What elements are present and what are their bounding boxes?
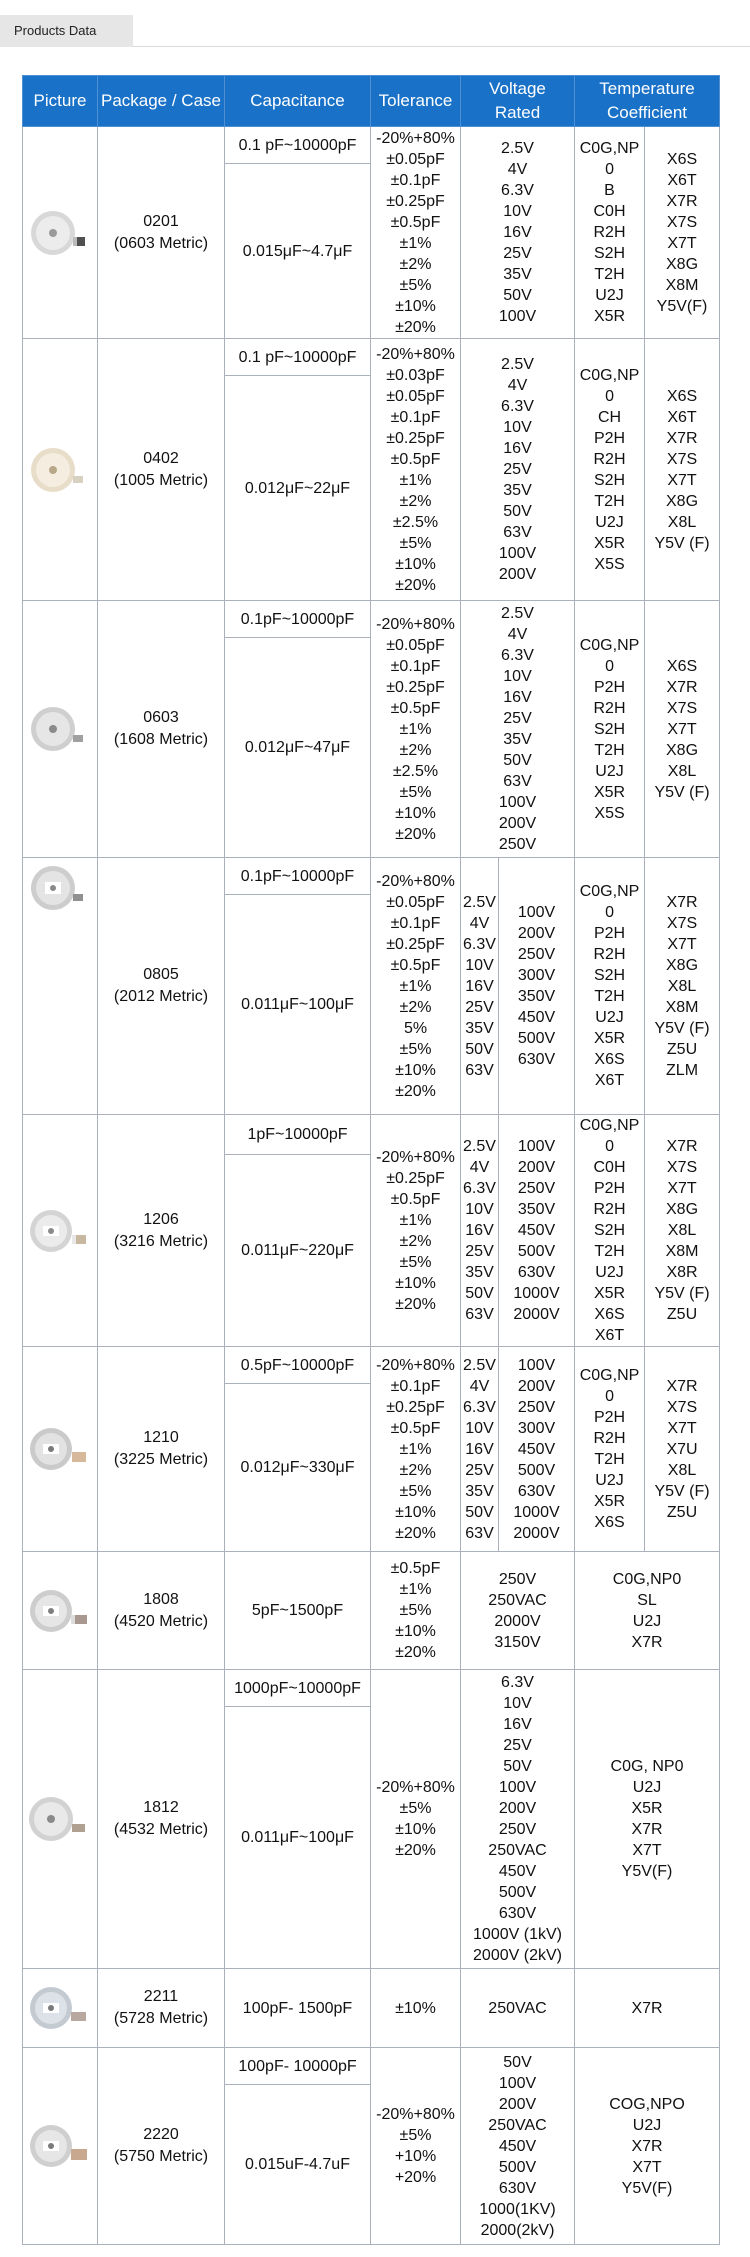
picture-cell — [23, 2048, 98, 2245]
tolerance-cell: -20%+80% ±0.03pF ±0.05pF ±0.1pF ±0.25pF ±0.5pF ±1% ±2% ±2.5% ±5% ±10% ±20% — [371, 339, 461, 601]
tolerance-cell: ±10% — [371, 1969, 461, 2048]
temperature-coefficient-cell: C0G,NP 0 CH P2H R2H S2H T2H U2J X5R X5S — [575, 339, 645, 601]
capacitance-range-cell: 100pF- 1500pF — [225, 1969, 371, 2048]
voltage-rated-cell: 2.5V 4V 6.3V 10V 16V 25V 35V 50V 63V — [461, 858, 499, 1115]
picture-cell — [23, 858, 98, 1115]
picture-cell — [23, 601, 98, 858]
temperature-coefficient-cell: C0G, NP0 U2J X5R X7R X7T Y5V(F) — [575, 1670, 720, 1969]
voltage-rated-cell: 100V 200V 250V 350V 450V 500V 630V 1000V 2000V — [499, 1115, 575, 1347]
package-case-cell: 0805 (2012 Metric) — [98, 858, 225, 1115]
capacitor-reel-image — [27, 862, 93, 914]
temperature-coefficient-cell: X7R X7S X7T X8G X8L X8M Y5V (F) Z5U ZLM — [645, 858, 720, 1115]
capacitance-range-low: 1pF~10000pF — [225, 1115, 371, 1155]
temperature-coefficient-cell: X7R — [575, 1969, 720, 2048]
header-capacitance: Capacitance — [225, 76, 371, 127]
temperature-coefficient-cell: C0G,NP 0 C0H P2H R2H S2H T2H U2J X5R X6S X6T — [575, 1115, 645, 1347]
temperature-coefficient-cell: X6S X7R X7S X7T X8G X8L Y5V (F) — [645, 601, 720, 858]
picture-cell — [23, 1670, 98, 1969]
package-case-cell: 1808 (4520 Metric) — [98, 1552, 225, 1670]
tolerance-cell: -20%+80% ±0.1pF ±0.25pF ±0.5pF ±1% ±2% ±5% ±10% ±20% — [371, 1347, 461, 1552]
capacitance-range-low: 1000pF~10000pF — [225, 1670, 371, 1707]
package-case-cell: 1812 (4532 Metric) — [98, 1670, 225, 1969]
voltage-rated-cell: 250VAC — [461, 1969, 575, 2048]
capacitor-reel-image — [27, 1982, 93, 2034]
voltage-rated-cell: 2.5V 4V 6.3V 10V 16V 25V 35V 50V 63V — [461, 1115, 499, 1347]
tolerance-cell: -20%+80% ±0.05pF ±0.1pF ±0.25pF ±0.5pF ±1% ±2% ±5% ±10% ±20% — [371, 127, 461, 339]
header-package: Package / Case — [98, 76, 225, 127]
temperature-coefficient-cell: X7R X7S X7T X8G X8L X8M X8R Y5V (F) Z5U — [645, 1115, 720, 1347]
table-row — [23, 858, 720, 895]
package-case-cell: 2220 (5750 Metric) — [98, 2048, 225, 2245]
capacitor-reel-image — [27, 1793, 93, 1845]
voltage-rated-cell: 50V 100V 200V 250VAC 450V 500V 630V 1000(1KV) 2000(2kV) — [461, 2048, 575, 2245]
tolerance-cell: -20%+80% ±5% ±10% ±20% — [371, 1670, 461, 1969]
picture-cell — [23, 1115, 98, 1347]
voltage-rated-cell: 2.5V 4V 6.3V 10V 16V 25V 35V 50V 100V — [461, 127, 575, 339]
capacitance-range-low: 0.1 pF~10000pF — [225, 127, 371, 164]
picture-cell — [23, 127, 98, 339]
tolerance-cell: -20%+80% ±0.05pF ±0.1pF ±0.25pF ±0.5pF ±1% ±2% 5% ±5% ±10% ±20% — [371, 858, 461, 1115]
capacitance-range-high: 0.015μF~4.7μF — [225, 164, 371, 339]
temperature-coefficient-cell: C0G,NP0 SL U2J X7R — [575, 1552, 720, 1670]
products-data-table — [22, 75, 720, 2245]
section-tab-bar — [0, 15, 750, 47]
picture-cell — [23, 1347, 98, 1552]
temperature-coefficient-cell: C0G,NP 0 P2H R2H S2H T2H U2J X5R X5S — [575, 601, 645, 858]
table-row — [23, 127, 720, 164]
capacitance-range-low: 0.1pF~10000pF — [225, 601, 371, 638]
capacitance-range-high: 0.011μF~100μF — [225, 1707, 371, 1969]
tolerance-cell: -20%+80% ±0.05pF ±0.1pF ±0.25pF ±0.5pF ±1% ±2% ±2.5% ±5% ±10% ±20% — [371, 601, 461, 858]
table-row — [23, 1670, 720, 1707]
table-row — [23, 1347, 720, 1384]
capacitor-reel-image — [27, 207, 93, 259]
capacitance-range-high: 0.015uF-4.7uF — [225, 2085, 371, 2245]
capacitance-range-high: 0.011μF~220μF — [225, 1154, 371, 1346]
picture-cell — [23, 1969, 98, 2048]
tolerance-cell: -20%+80% ±5% +10% +20% — [371, 2048, 461, 2245]
header-voltage-rated: Voltage Rated — [461, 76, 575, 127]
header-picture: Picture — [23, 76, 98, 127]
voltage-rated-cell: 100V 200V 250V 300V 350V 450V 500V 630V — [499, 858, 575, 1115]
package-case-cell: 1206 (3216 Metric) — [98, 1115, 225, 1347]
voltage-rated-cell: 6.3V 10V 16V 25V 50V 100V 200V 250V 250VAC 450V 500V 630V 1000V (1kV) 2000V (2kV) — [461, 1670, 575, 1969]
capacitance-range-high: 0.012μF~330μF — [225, 1384, 371, 1552]
header-row — [23, 76, 720, 127]
capacitance-range-high: 0.012μF~22μF — [225, 376, 371, 601]
voltage-rated-cell: 250V 250VAC 2000V 3150V — [461, 1552, 575, 1670]
temperature-coefficient-cell: X6S X6T X7R X7S X7T X8G X8L Y5V (F) — [645, 339, 720, 601]
table-row — [23, 2048, 720, 2085]
capacitor-reel-image — [27, 1585, 93, 1637]
table-row — [23, 339, 720, 376]
package-case-cell: 1210 (3225 Metric) — [98, 1347, 225, 1552]
voltage-rated-cell: 2.5V 4V 6.3V 10V 16V 25V 35V 50V 63V 100V 200V 250V — [461, 601, 575, 858]
capacitance-range-low: 0.1pF~10000pF — [225, 858, 371, 895]
capacitance-range-high: 0.011μF~100μF — [225, 895, 371, 1115]
capacitance-range-low: 100pF- 10000pF — [225, 2048, 371, 2085]
table-row — [23, 601, 720, 638]
package-case-cell: 0603 (1608 Metric) — [98, 601, 225, 858]
temperature-coefficient-cell: C0G,NP 0 B C0H R2H S2H T2H U2J X5R — [575, 127, 645, 339]
tolerance-cell: -20%+80% ±0.25pF ±0.5pF ±1% ±2% ±5% ±10% ±20% — [371, 1115, 461, 1347]
capacitance-range-low: 0.5pF~10000pF — [225, 1347, 371, 1384]
voltage-rated-cell: 100V 200V 250V 300V 450V 500V 630V 1000V 2000V — [499, 1347, 575, 1552]
capacitor-reel-image — [27, 703, 93, 755]
table-row — [23, 1115, 720, 1155]
header-temperature-coefficient: Temperature Coefficient — [575, 76, 720, 127]
capacitor-reel-image — [27, 1423, 93, 1475]
voltage-rated-cell: 2.5V 4V 6.3V 10V 16V 25V 35V 50V 63V 100V 200V — [461, 339, 575, 601]
products-data-tab[interactable]: Products Data — [0, 15, 133, 47]
picture-cell — [23, 1552, 98, 1670]
capacitor-reel-image — [27, 444, 93, 496]
temperature-coefficient-cell: X6S X6T X7R X7S X7T X8G X8M Y5V(F) — [645, 127, 720, 339]
tolerance-cell: ±0.5pF ±1% ±5% ±10% ±20% — [371, 1552, 461, 1670]
package-case-cell: 2211 (5728 Metric) — [98, 1969, 225, 2048]
capacitance-range-cell: 5pF~1500pF — [225, 1552, 371, 1670]
tab-divider — [133, 46, 750, 47]
temperature-coefficient-cell: X7R X7S X7T X7U X8L Y5V (F) Z5U — [645, 1347, 720, 1552]
temperature-coefficient-cell: C0G,NP 0 P2H R2H T2H U2J X5R X6S — [575, 1347, 645, 1552]
capacitor-reel-image — [27, 1205, 93, 1257]
header-tolerance: Tolerance — [371, 76, 461, 127]
capacitor-reel-image — [27, 2120, 93, 2172]
package-case-cell: 0201 (0603 Metric) — [98, 127, 225, 339]
table-row — [23, 1969, 720, 2048]
package-case-cell: 0402 (1005 Metric) — [98, 339, 225, 601]
picture-cell — [23, 339, 98, 601]
temperature-coefficient-cell: COG,NPO U2J X7R X7T Y5V(F) — [575, 2048, 720, 2245]
voltage-rated-cell: 2.5V 4V 6.3V 10V 16V 25V 35V 50V 63V — [461, 1347, 499, 1552]
table-row — [23, 1552, 720, 1670]
capacitance-range-low: 0.1 pF~10000pF — [225, 339, 371, 376]
capacitance-range-high: 0.012μF~47μF — [225, 638, 371, 858]
temperature-coefficient-cell: C0G,NP 0 P2H R2H S2H T2H U2J X5R X6S X6T — [575, 858, 645, 1115]
